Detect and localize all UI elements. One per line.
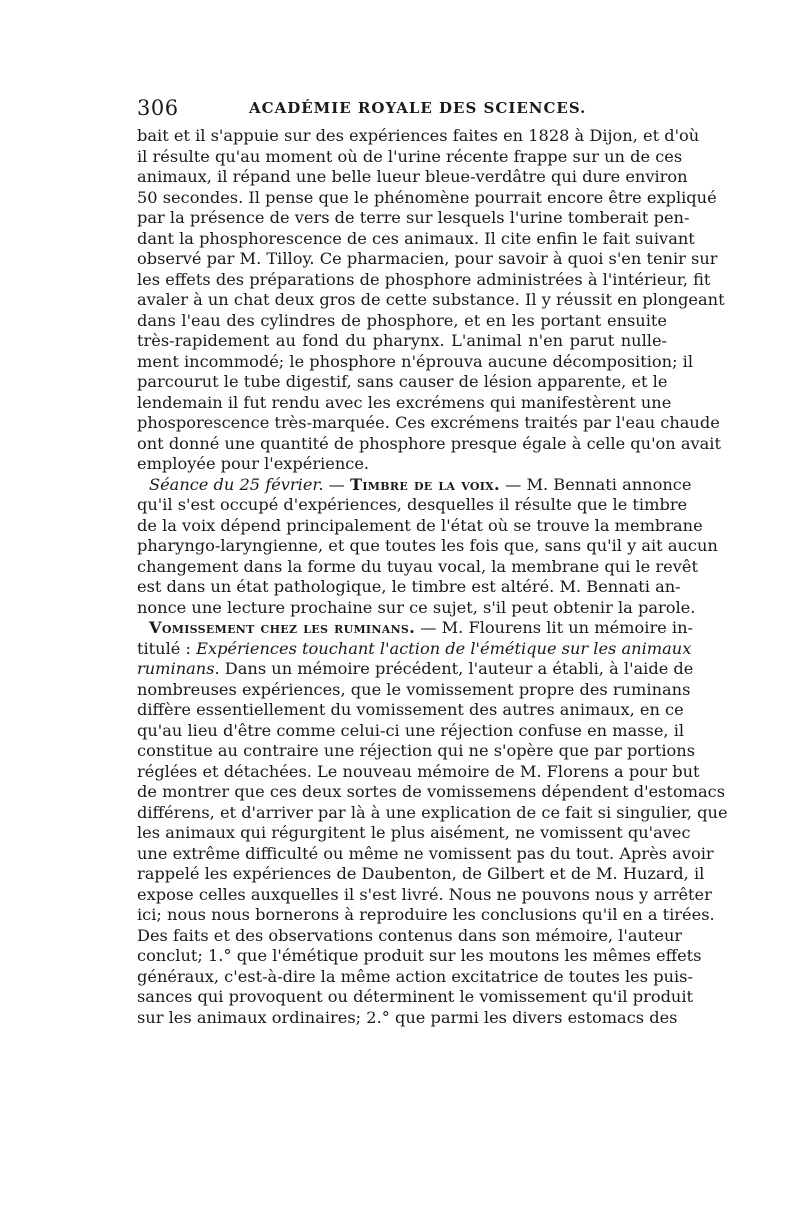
paragraph-timbre-de-la-voix — [137, 474, 718, 619]
book-page — [137, 96, 728, 1028]
text-line: rappelé les expériences de Daubenton, de Gilbert et de M. Huzard, il — [137, 864, 705, 883]
text-line: animaux, il répand une belle lueur bleue-verdâtre qui dure environ — [137, 167, 688, 186]
text-line: nombreuses expériences, que le vomissement propre des ruminans — [137, 679, 691, 699]
dash: — — [415, 618, 442, 637]
text-line — [137, 659, 694, 680]
text-line: parcourut le tube digestif, sans causer de lésion apparente, et le — [137, 372, 668, 391]
text-run: titulé : — [137, 638, 197, 658]
text-run: M. Bennati annonce — [526, 474, 692, 494]
text-line: changement dans la forme du tuyau vocal, la membrane qui le revêt — [137, 556, 698, 576]
text-line: qu'au lieu d'être comme celui-ci une réjection confuse en masse, il — [137, 720, 685, 740]
text-line: employée pour l'expérience. — [137, 454, 370, 473]
text-line: pharyngo-laryngienne, et que toutes les fois que, sans qu'il y ait aucun — [137, 536, 718, 555]
text-line: dant la phosphorescence de ces animaux. Il cite enfin le fait suivant — [137, 228, 695, 248]
text-line: conclut; 1.° que l'émétique produit sur les moutons les mêmes effets — [137, 946, 702, 965]
text-line: diffère essentiellement du vomissement des autres animaux, en ce — [137, 700, 684, 719]
text-line: lendemain il fut rendu avec les excrémens qui manifestèrent une — [137, 392, 672, 412]
text-line: sances qui provoquent ou déterminent le vomissement qu'il produit — [137, 987, 694, 1006]
text-line: il résulte qu'au moment où de l'urine récente frappe sur un de ces — [137, 146, 683, 166]
text-line: très-rapidement au fond du pharynx. L'animal n'en parut nulle- — [137, 331, 667, 350]
text-line: les effets des préparations de phosphore administrées à l'intérieur, fit — [137, 269, 711, 289]
text-line: généraux, c'est-à-dire la même action excitatrice de toutes les puis- — [137, 966, 693, 986]
memoir-title: Expériences touchant l'action de l'émétique sur les animaux — [196, 638, 692, 658]
section-heading: Vomissement chez les ruminans. — [149, 618, 416, 637]
text-line — [137, 474, 692, 496]
text-run: Dans un mémoire précédent, l'auteur a établi, à l'aide de — [219, 659, 694, 678]
text-line: une extrême difficulté ou même ne vomissent pas du tout. Après avoir — [137, 843, 714, 863]
text-line: de la voix dépend principalement de l'état où se trouve la membrane — [137, 515, 703, 535]
memoir-title: ruminans. — [137, 659, 220, 678]
text-line — [137, 638, 692, 660]
text-line: ment incommodé; le phosphore n'éprouva aucune décomposition; il — [137, 351, 694, 371]
text-line: par la présence de vers de terre sur lesquels l'urine tomberait pen- — [137, 208, 690, 227]
text-line: de montrer que ces deux sortes de vomissemens dépendent d'estomacs — [137, 782, 726, 801]
text-line: expose celles auxquelles il s'est livré. Nous ne pouvons nous y arrêter — [137, 884, 712, 904]
text-line: observé par M. Tilloy. Ce pharmacien, pour savoir à quoi s'en tenir sur — [137, 249, 718, 268]
session-date: Séance du 25 février. — [149, 474, 324, 494]
text-line: constitue au contraire une réjection qui ne s'opère que par portions — [137, 741, 696, 760]
paragraph-phosphorescence — [137, 126, 725, 475]
running-head — [137, 96, 667, 122]
text-line: ici; nous nous bornerons à reproduire les conclusions qu'il en a tirées. — [137, 905, 715, 924]
paragraph-vomissement — [137, 618, 728, 1028]
section-heading: Timbre de la voix. — [350, 474, 500, 494]
page-number: 306 — [137, 96, 179, 120]
text-line: nonce une lecture prochaine sur ce sujet, s'il peut obtenir la parole. — [137, 597, 696, 617]
text-line: les animaux qui régurgitent le plus aisément, ne vomissent qu'avec — [137, 823, 691, 842]
text-line: bait et il s'appuie sur des expériences faites en 1828 à Dijon, et d'où — [137, 126, 700, 145]
text-line: ont donné une quantité de phosphore presque égale à celle qu'on avait — [137, 433, 721, 453]
text-line — [137, 618, 693, 639]
text-line: dans l'eau des cylindres de phosphore, et en les portant ensuite — [137, 310, 667, 330]
text-line: sur les animaux ordinaires; 2.° que parmi les divers estomacs des — [137, 1007, 678, 1027]
dash: — — [323, 474, 351, 494]
text-line: qu'il s'est occupé d'expériences, desquelles il résulte que le timbre — [137, 495, 688, 514]
text-line: 50 secondes. Il pense que le phénomène pourrait encore être expliqué — [137, 187, 717, 207]
body-text — [137, 126, 728, 1028]
text-line: réglées et détachées. Le nouveau mémoire de M. Florens a pour but — [137, 761, 700, 781]
running-title: ACADÉMIE ROYALE DES SCIENCES. — [249, 99, 587, 117]
text-line: différens, et d'arriver par là à une explication de ce fait si singulier, que — [137, 802, 728, 822]
text-line: est dans un état pathologique, le timbre est altéré. M. Bennati an- — [137, 577, 681, 596]
text-run: M. Flourens lit un mémoire in- — [441, 618, 693, 637]
text-line: avaler à un chat deux gros de cette substance. Il y réussit en plongeant — [137, 290, 725, 309]
dash: — — [499, 474, 527, 494]
text-line: phosporescence très-marquée. Ces excrémens traités par l'eau chaude — [137, 413, 720, 432]
text-line: Des faits et des observations contenus dans son mémoire, l'auteur — [137, 925, 683, 945]
